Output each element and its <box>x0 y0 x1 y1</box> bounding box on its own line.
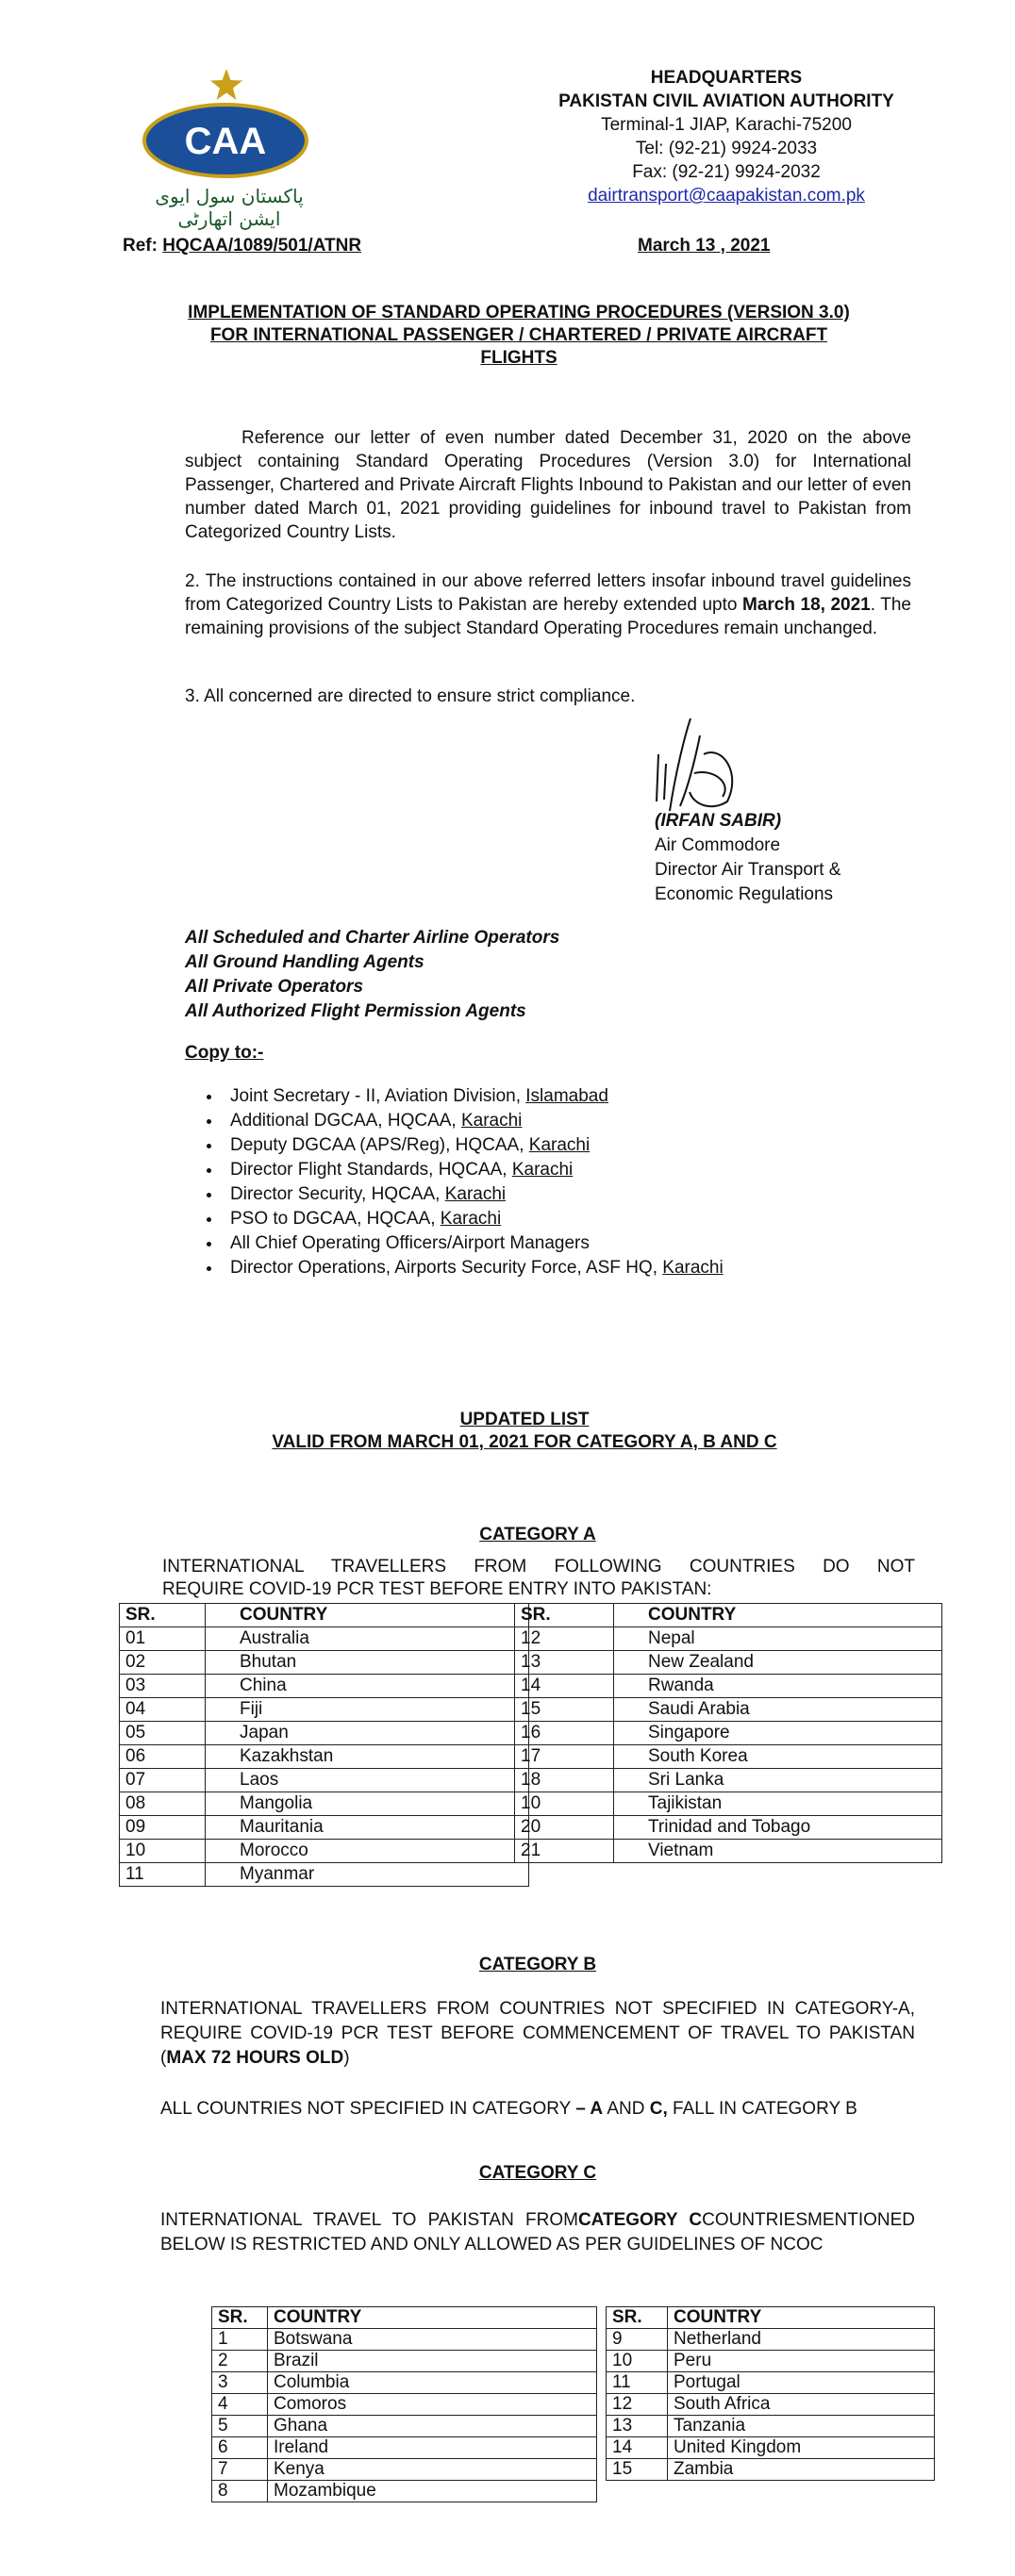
table-row <box>515 1792 942 1816</box>
table-row <box>212 2394 597 2416</box>
addressee: All Ground Handling Agents <box>185 952 424 972</box>
table-row <box>515 1651 942 1675</box>
table-row <box>212 2437 597 2459</box>
sr-cell: 04 <box>120 1698 206 1722</box>
table-row <box>212 2459 597 2481</box>
country-cell: Nepal <box>614 1627 942 1651</box>
country-cell: Singapore <box>614 1722 942 1745</box>
table-row <box>120 1745 529 1769</box>
copy-to-item: • Additional DGCAA, HQCAA, Karachi <box>223 1109 724 1133</box>
paragraph-2-post: . The remaining provisions of the subject Standard Operating Procedures remain unchanged. <box>185 595 911 638</box>
table-row <box>607 2372 935 2394</box>
copy-to-item: • Joint Secretary - II, Aviation Division, Islamabad <box>223 1084 724 1109</box>
sr-cell: 21 <box>515 1840 614 1863</box>
updated-list-heading <box>185 1409 864 1454</box>
table-row <box>515 1722 942 1745</box>
country-cell: South Korea <box>614 1745 942 1769</box>
table-row <box>515 1840 942 1863</box>
category-a-table-right <box>514 1603 942 1863</box>
category-c-text: INTERNATIONAL TRAVEL TO PAKISTAN FROMCATEGORY CCOUNTRIESMENTIONED BELOW IS RESTRICTED AND ONLY ALLOWED AS PER GUIDELINES OF NCOC <box>160 2210 915 2254</box>
country-cell: Ireland <box>268 2437 597 2459</box>
table-row <box>212 2416 597 2437</box>
copy-to-item: • All Chief Operating Officers/Airport Managers <box>223 1231 724 1256</box>
table-row <box>120 1863 529 1887</box>
country-cell: Vietnam <box>614 1840 942 1863</box>
table-row <box>515 1745 942 1769</box>
country-cell: Mangolia <box>206 1792 529 1816</box>
country-cell: South Africa <box>668 2394 935 2416</box>
table-row <box>515 1816 942 1840</box>
sr-cell: 12 <box>515 1627 614 1651</box>
signature-block <box>655 809 840 907</box>
sr-cell: 14 <box>607 2437 668 2459</box>
sr-cell: 13 <box>607 2416 668 2437</box>
country-cell: Australia <box>206 1627 529 1651</box>
table-row <box>607 2459 935 2481</box>
country-cell: Portugal <box>668 2372 935 2394</box>
table-row <box>212 2351 597 2372</box>
table-row <box>120 1840 529 1863</box>
sr-cell: 16 <box>515 1722 614 1745</box>
sr-cell: 18 <box>515 1769 614 1792</box>
country-cell: Myanmar <box>206 1863 529 1887</box>
sr-cell: 4 <box>212 2394 268 2416</box>
sr-cell: 10 <box>120 1840 206 1863</box>
category-b-text-2: ALL COUNTRIES NOT SPECIFIED IN CATEGORY – A AND C, FALL IN CATEGORY B <box>160 2099 857 2119</box>
sr-cell: 11 <box>120 1863 206 1887</box>
table-row <box>120 1651 529 1675</box>
country-cell: Peru <box>668 2351 935 2372</box>
country-cell: Botswana <box>268 2329 597 2351</box>
table-row <box>515 1769 942 1792</box>
sr-cell: 14 <box>515 1675 614 1698</box>
addressee: All Private Operators <box>185 977 364 997</box>
hq-line: HEADQUARTERS <box>650 68 803 88</box>
ref-label: Ref: <box>123 236 163 256</box>
logo-urdu-text: پاکستان سول ایوی ایشن اتھارٹی <box>155 185 304 230</box>
country-cell: Kazakhstan <box>206 1745 529 1769</box>
signature-image <box>638 717 770 820</box>
sr-cell: 06 <box>120 1745 206 1769</box>
sr-cell: 2 <box>212 2351 268 2372</box>
paragraph-2-date: March 18, 2021 <box>742 595 871 615</box>
paragraph-3 <box>185 685 911 708</box>
copy-to-item: • Deputy DGCAA (APS/Reg), HQCAA, Karachi <box>223 1133 724 1158</box>
country-cell: Laos <box>206 1769 529 1792</box>
logo-text: CAA <box>184 121 267 162</box>
sr-cell: 15 <box>607 2459 668 2481</box>
table-row <box>212 2329 597 2351</box>
table-row <box>120 1816 529 1840</box>
col-sr: SR. <box>607 2307 668 2329</box>
table-row <box>212 2481 597 2502</box>
sr-cell: 7 <box>212 2459 268 2481</box>
letter-date: March 13 , 2021 <box>638 236 771 256</box>
table-row <box>212 2372 597 2394</box>
category-a-text-2: REQUIRE COVID-19 PCR TEST BEFORE ENTRY INTO PAKISTAN: <box>162 1579 712 1599</box>
letterhead <box>528 66 924 207</box>
country-cell: Ghana <box>268 2416 597 2437</box>
updated-list-title: UPDATED LIST <box>459 1410 590 1429</box>
category-b-heading: CATEGORY B <box>478 1955 597 1974</box>
table-row <box>120 1792 529 1816</box>
sr-cell: 01 <box>120 1627 206 1651</box>
copy-to-item: • Director Operations, Airports Security Force, ASF HQ, Karachi <box>223 1256 724 1280</box>
col-sr: SR. <box>120 1604 206 1627</box>
country-cell: Columbia <box>268 2372 597 2394</box>
country-cell: Morocco <box>206 1840 529 1863</box>
sr-cell: 09 <box>120 1816 206 1840</box>
sr-cell: 10 <box>515 1792 614 1816</box>
sr-cell: 5 <box>212 2416 268 2437</box>
table-row <box>120 1675 529 1698</box>
table-row <box>607 2437 935 2459</box>
sr-cell: 13 <box>515 1651 614 1675</box>
country-cell: Bhutan <box>206 1651 529 1675</box>
addressee: All Authorized Flight Permission Agents <box>185 1001 526 1021</box>
category-b-text-1: INTERNATIONAL TRAVELLERS FROM COUNTRIES NOT SPECIFIED IN CATEGORY-A, REQUIRE COVID-19 PCR TEST BEFORE COMMENCEMENT OF TRAVEL TO PAKISTAN (MAX 72 HOURS OLD) <box>160 1999 915 2068</box>
table-row <box>607 2329 935 2351</box>
table-row <box>120 1722 529 1745</box>
table-row <box>607 2351 935 2372</box>
category-c-table-left <box>211 2306 597 2502</box>
copy-to-item: • PSO to DGCAA, HQCAA, Karachi <box>223 1207 724 1231</box>
address: Terminal-1 JIAP, Karachi-75200 <box>601 115 852 135</box>
country-cell: United Kingdom <box>668 2437 935 2459</box>
country-cell: Trinidad and Tobago <box>614 1816 942 1840</box>
sr-cell: 3 <box>212 2372 268 2394</box>
country-cell: Tanzania <box>668 2416 935 2437</box>
country-cell: Comoros <box>268 2394 597 2416</box>
table-row <box>120 1698 529 1722</box>
sr-cell: 03 <box>120 1675 206 1698</box>
country-cell: China <box>206 1675 529 1698</box>
org-name: PAKISTAN CIVIL AVIATION AUTHORITY <box>558 91 894 111</box>
sr-cell: 20 <box>515 1816 614 1840</box>
signatory-title-1: Director Air Transport & <box>655 860 841 880</box>
telephone: Tel: (92-21) 9924-2033 <box>635 139 818 158</box>
sr-cell: 17 <box>515 1745 614 1769</box>
country-cell: Japan <box>206 1722 529 1745</box>
country-cell: Zambia <box>668 2459 935 2481</box>
sr-cell: 6 <box>212 2437 268 2459</box>
col-country: COUNTRY <box>268 2307 597 2329</box>
sr-cell: 12 <box>607 2394 668 2416</box>
col-country: COUNTRY <box>668 2307 935 2329</box>
country-cell: Sri Lanka <box>614 1769 942 1792</box>
table-row <box>515 1627 942 1651</box>
sr-cell: 9 <box>607 2329 668 2351</box>
paragraph-3-text: 3. All concerned are directed to ensure strict compliance. <box>185 686 636 706</box>
category-a-text-1: INTERNATIONAL TRAVELLERS FROM FOLLOWING COUNTRIES DO NOT <box>162 1557 915 1577</box>
sr-cell: 05 <box>120 1722 206 1745</box>
signatory-title-2: Economic Regulations <box>655 884 834 904</box>
country-cell: Brazil <box>268 2351 597 2372</box>
sr-cell: 08 <box>120 1792 206 1816</box>
sr-cell: 02 <box>120 1651 206 1675</box>
country-cell: Mauritania <box>206 1816 529 1840</box>
paragraph-1 <box>185 426 911 544</box>
country-cell: New Zealand <box>614 1651 942 1675</box>
ref-number: HQCAA/1089/501/ATNR <box>162 236 362 256</box>
table-row <box>607 2394 935 2416</box>
copy-to-list <box>194 1084 724 1280</box>
table-row <box>120 1627 529 1651</box>
col-country: COUNTRY <box>206 1604 529 1627</box>
paragraph-2 <box>185 570 911 640</box>
col-sr: SR. <box>515 1604 614 1627</box>
paragraph-1-text: Reference our letter of even number dated December 31, 2020 on the above subject containing Standard Operating Procedures (Version 3.0) for International Passenger, Chartered and Private Aircraft Flights Inbound to Pakistan and our letter of even number dated March 01, 2021 providing guidelines for inbound travel to Pakistan from Categorized Country Lists. <box>185 428 911 542</box>
country-cell: Mozambique <box>268 2481 597 2502</box>
country-cell: Fiji <box>206 1698 529 1722</box>
table-row <box>515 1698 942 1722</box>
country-cell: Netherland <box>668 2329 935 2351</box>
caa-logo <box>141 102 309 179</box>
updated-list-validity: VALID FROM MARCH 01, 2021 FOR CATEGORY A, B AND C <box>272 1432 777 1452</box>
category-c-heading: CATEGORY C <box>478 2163 597 2183</box>
sr-cell: 1 <box>212 2329 268 2351</box>
addressee: All Scheduled and Charter Airline Operators <box>185 928 560 948</box>
subject-heading: IMPLEMENTATION OF STANDARD OPERATING PROCEDURES (VERSION 3.0) FOR INTERNATIONAL PASSENGER / CHARTERED / PRIVATE AIRCRAFT FLIGHTS <box>188 303 850 368</box>
sr-cell: 07 <box>120 1769 206 1792</box>
sr-cell: 10 <box>607 2351 668 2372</box>
fax: Fax: (92-21) 9924-2032 <box>632 162 821 182</box>
signatory-rank: Air Commodore <box>655 835 781 855</box>
table-row <box>607 2416 935 2437</box>
category-c-table-right <box>606 2306 935 2481</box>
star-icon <box>209 68 243 102</box>
table-row <box>515 1675 942 1698</box>
col-country: COUNTRY <box>614 1604 942 1627</box>
country-cell: Kenya <box>268 2459 597 2481</box>
paragraph-2-pre: 2. The instructions contained in our above referred letters insofar inbound travel guidelines from Categorized Country Lists to Pakistan are hereby extended upto <box>185 571 911 615</box>
country-cell: Rwanda <box>614 1675 942 1698</box>
signatory-name: (IRFAN SABIR) <box>655 811 782 831</box>
col-sr: SR. <box>212 2307 268 2329</box>
country-cell: Tajikistan <box>614 1792 942 1816</box>
category-a-table-left <box>119 1603 529 1887</box>
copy-to-heading: Copy to:- <box>185 1043 264 1063</box>
sr-cell: 11 <box>607 2372 668 2394</box>
email-link[interactable]: dairtransport@caapakistan.com.pk <box>588 186 865 206</box>
table-row <box>120 1769 529 1792</box>
addressee-list <box>185 926 559 1024</box>
copy-to-item: • Director Flight Standards, HQCAA, Karachi <box>223 1158 724 1182</box>
reference <box>123 236 361 256</box>
sr-cell: 15 <box>515 1698 614 1722</box>
copy-to-item: • Director Security, HQCAA, Karachi <box>223 1182 724 1207</box>
country-cell: Saudi Arabia <box>614 1698 942 1722</box>
category-a-heading: CATEGORY A <box>479 1525 596 1544</box>
sr-cell: 8 <box>212 2481 268 2502</box>
